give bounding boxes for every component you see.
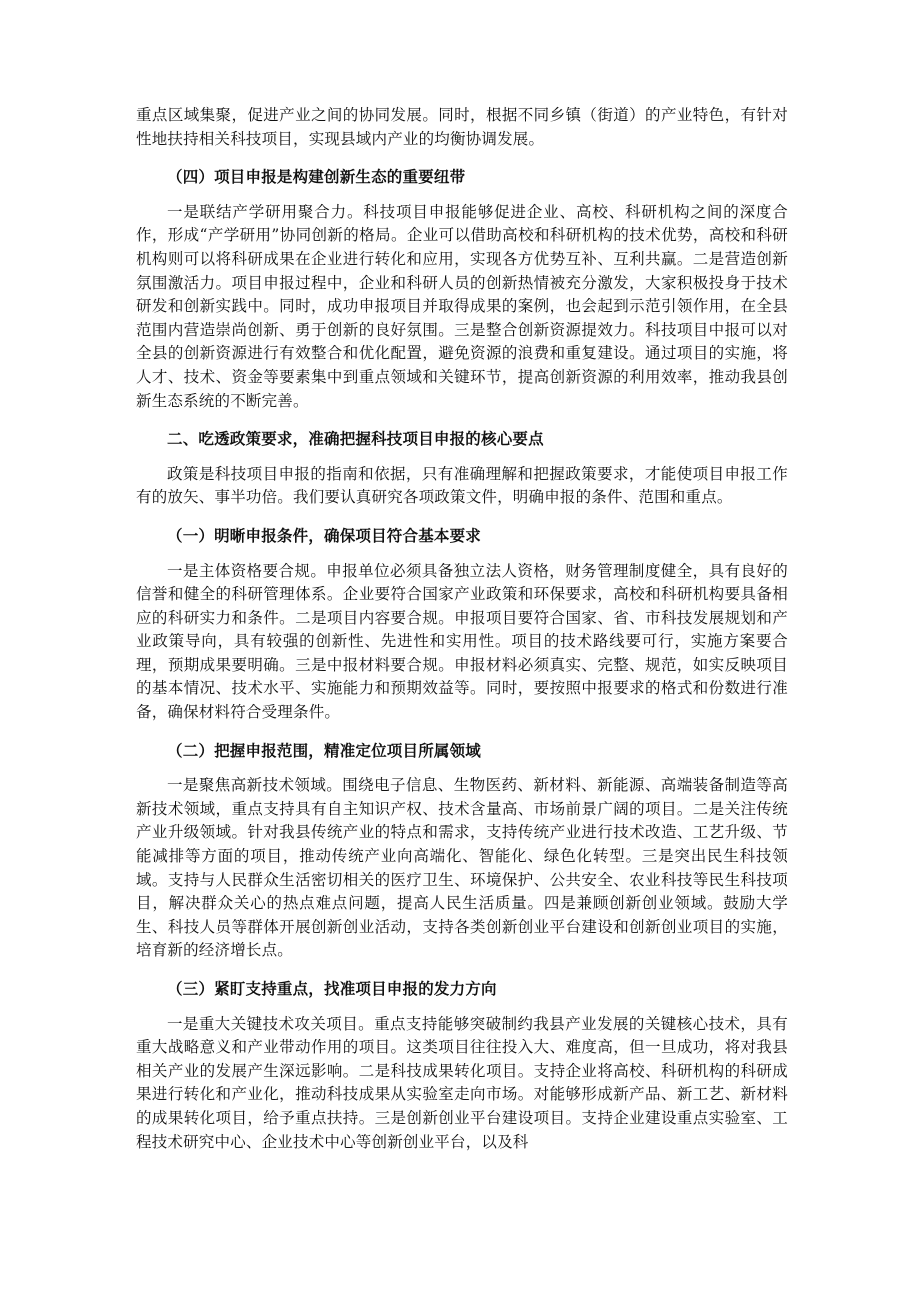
paragraph-innovation-ecology: 一是联结产学研用聚合力。科技项目申报能够促进企业、高校、科研机构之间的深度合作，形成“产学研用”协同创新的格局。企业可以借助高校和科研机构的技术优势，高校和科研机构则可以将科研成果在企业进行转化和应用，实现各方优势互补、互利共赢。二是营造创新氛围激活力。项目申报过程中，企业和科研人员的创新热情被充分激发，大家积极投身于技术研发和创新实践中。同时，成功申报项目并取得成果的案例，也会起到示范引领作用，在全县范围内营造崇尚创新、勇于创新的良好氛围。三是整合创新资源提效力。科技项目中报可以对全县的创新资源进行有效整合和优化配置，避免资源的浪费和重复建设。通过项目的实施，将人才、技术、资金等要素集中到重点领域和关键环节，提高创新资源的利用效率，推动我县创新生态系统的不断完善。 bbox=[136, 202, 788, 410]
heading-subsection-3: （三）紧盯支持重点，找准项目申报的发力方向 bbox=[167, 979, 497, 998]
paragraph-policy-guide: 政策是科技项目申报的指南和依据，只有准确理解和把握政策要求，才能使项目申报工作有的放矢、事半功倍。我们要认真研究各项政策文件，明确申报的条件、范围和重点。 bbox=[136, 464, 788, 507]
heading-subsection-2: （二）把握申报范围，精准定位项目所属领域 bbox=[167, 740, 482, 760]
heading-part-2: 二、吃透政策要求，准确把握科技项目申报的核心要点 bbox=[167, 429, 544, 449]
paragraph-support-priorities: 一是重大关键技术攻关项目。重点支持能够突破制约我县产业发展的关键核心技术，具有重大战略意义和产业带动作用的项目。这类项目往往投入大、难度高，但一旦成功，将对我县相关产业的发展产生深远影响。二是科技成果转化项目。支持企业将高校、科研机构的科研成果进行转化和产业化，推动科技成果从实验室走向市场。对能够形成新产品、新工艺、新材料的成果转化项目，给予重点扶持。三是创新创业平台建设项目。支持企业建设重点实验室、工程技术研究中心、企业技术中心等创新创业平台，以及科 bbox=[136, 1014, 788, 1151]
heading-subsection-1: （一）明晰申报条件，确保项目符合基本要求 bbox=[167, 525, 482, 545]
paragraph-application-conditions: 一是主体资格要合规。申报单位必须具备独立法人资格，财务管理制度健全，具有良好的信誉和健全的科研管理体系。企业要符合国家产业政策和环保要求，高校和科研机构要具备相应的科研实力和条件。二是项目内容要合规。申报项目要符合国家、省、市科技发展规划和产业政策导向，具有较强的创新性、先进性和实用性。项目的技术路线要可行，实施方案要合理，预期成果要明确。三是中报材料要合规。申报材料必须真实、完整、规范，如实反映项目的基本情况、技术水平、实施能力和预期效益等。同时，要按照中报要求的格式和份数进行准备，确保材料符合受理条件。 bbox=[136, 561, 788, 722]
document-page bbox=[136, 104, 788, 1154]
paragraph-application-scope: 一是聚焦高新技术领域。围绕电子信息、生物医药、新材料、新能源、高端装备制造等高新技术领域，重点支持具有自主知识产权、技术含量高、市场前景广阔的项目。二是关注传统产业升级领域。针对我县传统产业的特点和需求，支持传统产业进行技术改造、工艺升级、节能减排等方面的项目，推动传统产业向高端化、智能化、绿色化转型。三是突出民生科技领域。支持与人民群众生活密切相关的医疗卫生、环境保护、公共安全、农业科技等民生科技项目，解决群众关心的热点难点问题，提高人民生活质量。四是兼顾创新创业领域。鼓励大学生、科技人员等群体开展创新创业活动，支持各类创新创业平台建设和创新创业项目的实施，培育新的经济增长点。 bbox=[136, 776, 788, 960]
heading-section-4: （四）项目申报是构建创新生态的重要纽带 bbox=[167, 167, 466, 187]
paragraph-intro-continued: 重点区域集聚，促进产业之间的协同发展。同时，根据不同乡镇（街道）的产业特色，有针对性地扶持相关科技项目，实现县域内产业的均衡协调发展。 bbox=[136, 106, 788, 148]
